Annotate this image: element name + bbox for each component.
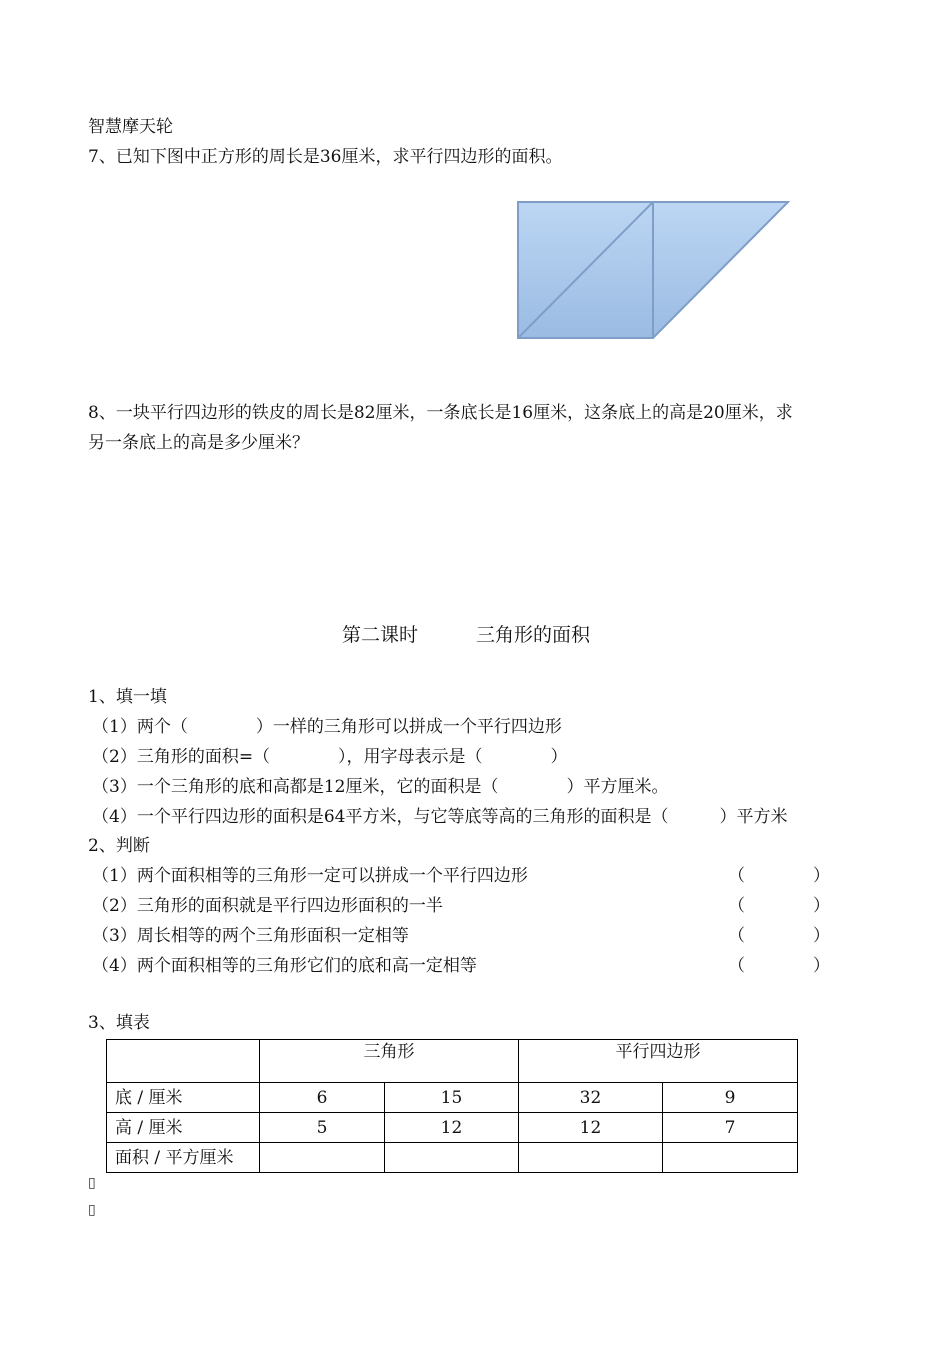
fill-item: （1）两个（ ）一样的三角形可以拼成一个平行四边形	[92, 717, 562, 737]
judge-item: （3）周长相等的两个三角形面积一定相等	[92, 926, 409, 946]
judge-answer-paren: （ ）	[728, 896, 830, 916]
table-cell: 12	[385, 1113, 519, 1143]
lesson-title-part2: 三角形的面积	[476, 624, 591, 646]
area-table	[106, 1039, 798, 1173]
fill-item: （3）一个三角形的底和高都是12厘米，它的面积是（ ）平方厘米。	[92, 777, 669, 797]
table-cell: 15	[385, 1083, 519, 1113]
lesson-title-part1: 第二课时	[342, 624, 419, 646]
question-8-line2: 另一条底上的高是多少厘米？	[88, 433, 309, 453]
table-row	[107, 1143, 798, 1173]
table-corner-cell	[107, 1040, 260, 1083]
row-label-area: 面积 / 平方厘米	[107, 1143, 260, 1173]
judge-heading: 2、判断	[88, 836, 150, 856]
group-header-triangle: 三角形	[260, 1040, 519, 1083]
placeholder-glyph: ▯	[88, 1175, 96, 1191]
table-row	[107, 1083, 798, 1113]
fill-item: （4）一个平行四边形的面积是64平方米，与它等底等高的三角形的面积是（ ）平方米	[92, 807, 788, 827]
judge-item: （2）三角形的面积就是平行四边形面积的一半	[92, 896, 443, 916]
table-row	[107, 1113, 798, 1143]
placeholder-glyph: ▯	[88, 1202, 96, 1218]
judge-answer-paren: （ ）	[728, 926, 830, 946]
square-parallelogram-figure	[516, 200, 792, 342]
row-label-base: 底 / 厘米	[107, 1083, 260, 1113]
judge-answer-paren: （ ）	[728, 866, 830, 886]
table-cell: 7	[663, 1113, 798, 1143]
table-cell-blank[interactable]	[385, 1143, 519, 1173]
table-cell: 5	[260, 1113, 385, 1143]
judge-answer-paren: （ ）	[728, 956, 830, 976]
fill-heading: 1、填一填	[88, 687, 167, 707]
judge-item: （1）两个面积相等的三角形一定可以拼成一个平行四边形	[92, 866, 528, 886]
section-intro: 智慧摩天轮	[88, 117, 173, 137]
table-cell-blank[interactable]	[663, 1143, 798, 1173]
table-cell: 32	[519, 1083, 663, 1113]
table-cell-blank[interactable]	[260, 1143, 385, 1173]
group-header-parallelogram: 平行四边形	[519, 1040, 798, 1083]
table-cell-blank[interactable]	[519, 1143, 663, 1173]
table-header-row	[107, 1040, 798, 1083]
table-cell: 12	[519, 1113, 663, 1143]
table-cell: 6	[260, 1083, 385, 1113]
row-label-height: 高 / 厘米	[107, 1113, 260, 1143]
table-cell: 9	[663, 1083, 798, 1113]
question-7: 7、已知下图中正方形的周长是36厘米，求平行四边形的面积。	[88, 147, 563, 167]
judge-item: （4）两个面积相等的三角形它们的底和高一定相等	[92, 956, 477, 976]
question-8-line1: 8、一块平行四边形的铁皮的周长是82厘米，一条底长是16厘米，这条底上的高是20厘米，求	[88, 403, 793, 423]
table-heading: 3、填表	[88, 1013, 150, 1033]
fill-item: （2）三角形的面积=（ ），用字母表示是（ ）	[92, 747, 568, 767]
